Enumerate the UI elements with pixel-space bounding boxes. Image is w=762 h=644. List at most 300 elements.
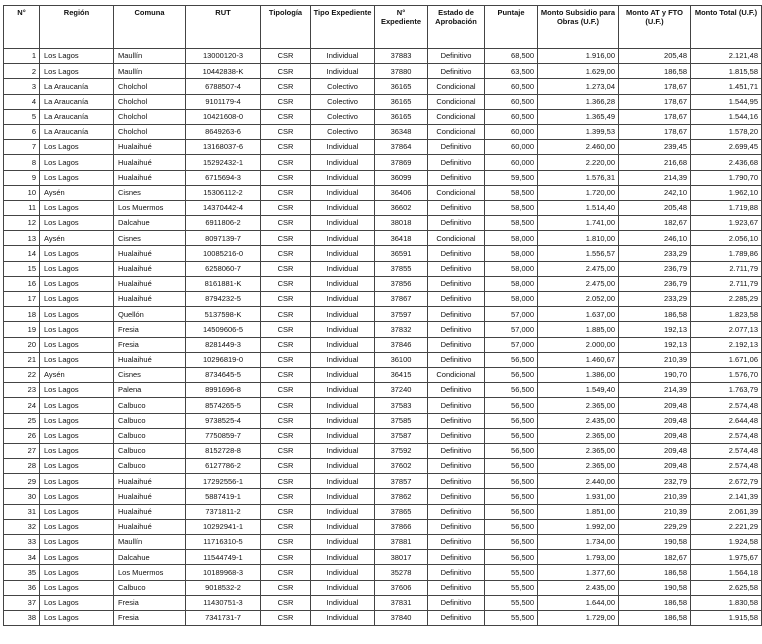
table-row <box>4 307 762 322</box>
cell-tipo-expediente: Individual <box>311 276 375 291</box>
cell-monto-subsidio: 1.514,40 <box>538 200 619 215</box>
cell-region: Los Lagos <box>40 261 114 276</box>
cell-tipo-expediente: Individual <box>311 367 375 382</box>
cell-n: 15 <box>4 261 40 276</box>
cell-region: Los Lagos <box>40 398 114 413</box>
cell-monto-at: 210,39 <box>619 504 691 519</box>
cell-monto-subsidio: 1.273,04 <box>538 79 619 94</box>
cell-region: Los Lagos <box>40 155 114 170</box>
cell-tipo-expediente: Individual <box>311 352 375 367</box>
cell-rut: 5887419-1 <box>186 489 261 504</box>
cell-n-expediente: 37592 <box>375 443 428 458</box>
cell-comuna: Hualaihué <box>114 246 186 261</box>
cell-monto-subsidio: 1.734,00 <box>538 535 619 550</box>
cell-tipologia: CSR <box>261 459 311 474</box>
cell-n: 23 <box>4 383 40 398</box>
cell-n-expediente: 37585 <box>375 413 428 428</box>
cell-comuna: Cholchol <box>114 109 186 124</box>
cell-tipologia: CSR <box>261 216 311 231</box>
cell-puntaje: 60,500 <box>485 79 538 94</box>
cell-region: Aysén <box>40 367 114 382</box>
cell-tipo-expediente: Individual <box>311 64 375 79</box>
cell-monto-subsidio: 1.793,00 <box>538 550 619 565</box>
cell-monto-total: 1.763,79 <box>691 383 762 398</box>
cell-comuna: Calbuco <box>114 459 186 474</box>
cell-tipo-expediente: Individual <box>311 322 375 337</box>
cell-estado: Definitivo <box>428 140 485 155</box>
cell-tipo-expediente: Individual <box>311 383 375 398</box>
cell-tipo-expediente: Individual <box>311 504 375 519</box>
col-header-n-expediente: N° Expediente <box>375 6 428 49</box>
table-row <box>4 398 762 413</box>
cell-rut: 15292432-1 <box>186 155 261 170</box>
cell-tipologia: CSR <box>261 610 311 625</box>
table-row <box>4 322 762 337</box>
cell-puntaje: 58,500 <box>485 185 538 200</box>
cell-estado: Definitivo <box>428 261 485 276</box>
cell-n: 12 <box>4 216 40 231</box>
cell-puntaje: 60,000 <box>485 155 538 170</box>
cell-comuna: Cholchol <box>114 94 186 109</box>
cell-region: Aysén <box>40 231 114 246</box>
cell-n: 18 <box>4 307 40 322</box>
cell-estado: Definitivo <box>428 216 485 231</box>
cell-n: 14 <box>4 246 40 261</box>
cell-comuna: Palena <box>114 383 186 398</box>
cell-region: Los Lagos <box>40 610 114 625</box>
cell-puntaje: 56,500 <box>485 367 538 382</box>
cell-puntaje: 55,500 <box>485 565 538 580</box>
cell-monto-at: 190,58 <box>619 580 691 595</box>
cell-monto-subsidio: 1.992,00 <box>538 519 619 534</box>
cell-region: Los Lagos <box>40 443 114 458</box>
cell-n: 33 <box>4 535 40 550</box>
col-header-monto-subsidio: Monto Subsidio para Obras (U.F.) <box>538 6 619 49</box>
cell-estado: Condicional <box>428 231 485 246</box>
cell-puntaje: 59,500 <box>485 170 538 185</box>
table-row <box>4 79 762 94</box>
cell-tipologia: CSR <box>261 124 311 139</box>
cell-comuna: Hualaihué <box>114 352 186 367</box>
table-row <box>4 519 762 534</box>
cell-monto-subsidio: 2.435,00 <box>538 413 619 428</box>
cell-monto-subsidio: 2.435,00 <box>538 580 619 595</box>
table-row <box>4 383 762 398</box>
cell-tipo-expediente: Individual <box>311 565 375 580</box>
cell-estado: Definitivo <box>428 49 485 64</box>
table-row <box>4 185 762 200</box>
cell-comuna: Hualaihué <box>114 519 186 534</box>
cell-region: Los Lagos <box>40 140 114 155</box>
cell-monto-at: 182,67 <box>619 550 691 565</box>
cell-region: Los Lagos <box>40 550 114 565</box>
cell-region: Los Lagos <box>40 489 114 504</box>
cell-estado: Definitivo <box>428 550 485 565</box>
cell-puntaje: 55,500 <box>485 580 538 595</box>
cell-region: La Araucanía <box>40 109 114 124</box>
cell-estado: Definitivo <box>428 292 485 307</box>
cell-monto-total: 2.711,79 <box>691 261 762 276</box>
cell-monto-total: 1.823,58 <box>691 307 762 322</box>
cell-tipo-expediente: Individual <box>311 337 375 352</box>
cell-comuna: Hualaihué <box>114 140 186 155</box>
cell-monto-at: 178,67 <box>619 79 691 94</box>
table-row <box>4 413 762 428</box>
table-row <box>4 595 762 610</box>
cell-tipologia: CSR <box>261 504 311 519</box>
cell-n-expediente: 36418 <box>375 231 428 246</box>
cell-tipologia: CSR <box>261 246 311 261</box>
cell-tipo-expediente: Individual <box>311 595 375 610</box>
cell-region: Los Lagos <box>40 580 114 595</box>
cell-monto-at: 239,45 <box>619 140 691 155</box>
cell-monto-at: 209,48 <box>619 398 691 413</box>
cell-n-expediente: 37856 <box>375 276 428 291</box>
cell-n: 10 <box>4 185 40 200</box>
cell-monto-at: 246,10 <box>619 231 691 246</box>
cell-region: Los Lagos <box>40 292 114 307</box>
cell-puntaje: 63,500 <box>485 64 538 79</box>
cell-n-expediente: 37832 <box>375 322 428 337</box>
cell-estado: Condicional <box>428 79 485 94</box>
cell-rut: 8649263-6 <box>186 124 261 139</box>
cell-monto-subsidio: 1.644,00 <box>538 595 619 610</box>
cell-monto-at: 205,48 <box>619 200 691 215</box>
cell-rut: 15306112-2 <box>186 185 261 200</box>
cell-n-expediente: 36100 <box>375 352 428 367</box>
cell-tipologia: CSR <box>261 428 311 443</box>
cell-region: Los Lagos <box>40 565 114 580</box>
table-header-row <box>4 6 762 49</box>
cell-n-expediente: 37597 <box>375 307 428 322</box>
cell-n-expediente: 37866 <box>375 519 428 534</box>
cell-puntaje: 60,000 <box>485 124 538 139</box>
cell-monto-subsidio: 2.365,00 <box>538 459 619 474</box>
cell-puntaje: 58,500 <box>485 200 538 215</box>
cell-tipologia: CSR <box>261 64 311 79</box>
cell-estado: Definitivo <box>428 383 485 398</box>
cell-tipo-expediente: Individual <box>311 474 375 489</box>
cell-monto-total: 2.077,13 <box>691 322 762 337</box>
cell-monto-total: 1.924,58 <box>691 535 762 550</box>
cell-monto-total: 2.121,48 <box>691 49 762 64</box>
cell-estado: Definitivo <box>428 535 485 550</box>
col-header-tipo-expediente: Tipo Expediente <box>311 6 375 49</box>
cell-monto-subsidio: 2.365,00 <box>538 398 619 413</box>
cell-comuna: Hualaihué <box>114 474 186 489</box>
cell-tipologia: CSR <box>261 413 311 428</box>
cell-n: 27 <box>4 443 40 458</box>
cell-comuna: Cisnes <box>114 231 186 246</box>
cell-monto-subsidio: 2.365,00 <box>538 428 619 443</box>
col-header-comuna: Comuna <box>114 6 186 49</box>
table-row <box>4 489 762 504</box>
table-row <box>4 155 762 170</box>
table-row <box>4 170 762 185</box>
col-header-n: N° <box>4 6 40 49</box>
cell-n: 5 <box>4 109 40 124</box>
cell-n-expediente: 37587 <box>375 428 428 443</box>
cell-rut: 8161881-K <box>186 276 261 291</box>
cell-monto-subsidio: 1.729,00 <box>538 610 619 625</box>
cell-tipologia: CSR <box>261 185 311 200</box>
cell-region: Los Lagos <box>40 322 114 337</box>
cell-rut: 7750859-7 <box>186 428 261 443</box>
cell-comuna: Hualaihué <box>114 276 186 291</box>
cell-monto-total: 1.451,71 <box>691 79 762 94</box>
cell-estado: Definitivo <box>428 170 485 185</box>
cell-n-expediente: 37881 <box>375 535 428 550</box>
cell-puntaje: 55,500 <box>485 595 538 610</box>
cell-region: Los Lagos <box>40 64 114 79</box>
cell-estado: Definitivo <box>428 459 485 474</box>
cell-rut: 10421608-0 <box>186 109 261 124</box>
cell-monto-at: 229,29 <box>619 519 691 534</box>
cell-tipo-expediente: Individual <box>311 428 375 443</box>
cell-n-expediente: 36165 <box>375 94 428 109</box>
cell-tipo-expediente: Individual <box>311 489 375 504</box>
cell-monto-total: 2.574,48 <box>691 459 762 474</box>
cell-tipo-expediente: Individual <box>311 261 375 276</box>
cell-monto-total: 1.975,67 <box>691 550 762 565</box>
cell-region: Los Lagos <box>40 519 114 534</box>
cell-puntaje: 58,000 <box>485 261 538 276</box>
cell-n: 22 <box>4 367 40 382</box>
cell-tipologia: CSR <box>261 489 311 504</box>
cell-rut: 9101179-4 <box>186 94 261 109</box>
cell-tipologia: CSR <box>261 276 311 291</box>
cell-rut: 10296819-0 <box>186 352 261 367</box>
cell-tipo-expediente: Individual <box>311 246 375 261</box>
cell-n: 19 <box>4 322 40 337</box>
table-row <box>4 49 762 64</box>
cell-region: Los Lagos <box>40 383 114 398</box>
table-row <box>4 352 762 367</box>
col-header-monto-total: Monto Total (U.F.) <box>691 6 762 49</box>
cell-n-expediente: 37840 <box>375 610 428 625</box>
cell-n: 17 <box>4 292 40 307</box>
cell-monto-total: 1.576,70 <box>691 367 762 382</box>
table-row <box>4 367 762 382</box>
cell-rut: 14370442-4 <box>186 200 261 215</box>
cell-puntaje: 56,500 <box>485 550 538 565</box>
cell-estado: Definitivo <box>428 504 485 519</box>
cell-rut: 10189968-3 <box>186 565 261 580</box>
cell-monto-at: 178,67 <box>619 94 691 109</box>
cell-n-expediente: 37869 <box>375 155 428 170</box>
cell-puntaje: 57,000 <box>485 337 538 352</box>
cell-monto-total: 1.578,20 <box>691 124 762 139</box>
cell-tipologia: CSR <box>261 200 311 215</box>
cell-monto-subsidio: 1.629,00 <box>538 64 619 79</box>
cell-comuna: Fresia <box>114 322 186 337</box>
cell-region: Los Lagos <box>40 200 114 215</box>
cell-comuna: Fresia <box>114 595 186 610</box>
cell-rut: 13168037-6 <box>186 140 261 155</box>
cell-monto-subsidio: 1.460,67 <box>538 352 619 367</box>
cell-puntaje: 68,500 <box>485 49 538 64</box>
cell-puntaje: 56,500 <box>485 398 538 413</box>
cell-monto-subsidio: 1.377,60 <box>538 565 619 580</box>
table-row <box>4 94 762 109</box>
cell-tipo-expediente: Colectivo <box>311 79 375 94</box>
cell-monto-at: 186,58 <box>619 307 691 322</box>
cell-region: La Araucanía <box>40 94 114 109</box>
cell-n-expediente: 36415 <box>375 367 428 382</box>
cell-puntaje: 60,500 <box>485 109 538 124</box>
cell-puntaje: 56,500 <box>485 443 538 458</box>
col-header-estado: Estado de Aprobación <box>428 6 485 49</box>
cell-monto-total: 1.789,86 <box>691 246 762 261</box>
cell-n-expediente: 36602 <box>375 200 428 215</box>
cell-n: 13 <box>4 231 40 246</box>
cell-monto-total: 2.192,13 <box>691 337 762 352</box>
cell-comuna: Dalcahue <box>114 550 186 565</box>
cell-monto-subsidio: 1.885,00 <box>538 322 619 337</box>
cell-monto-total: 1.544,16 <box>691 109 762 124</box>
table-row <box>4 565 762 580</box>
cell-monto-at: 205,48 <box>619 49 691 64</box>
cell-monto-subsidio: 2.460,00 <box>538 140 619 155</box>
cell-rut: 5137598-K <box>186 307 261 322</box>
cell-tipologia: CSR <box>261 155 311 170</box>
cell-comuna: Cisnes <box>114 367 186 382</box>
cell-rut: 13000120-3 <box>186 49 261 64</box>
cell-n-expediente: 37867 <box>375 292 428 307</box>
cell-estado: Condicional <box>428 124 485 139</box>
cell-rut: 6788507-4 <box>186 79 261 94</box>
cell-puntaje: 56,500 <box>485 489 538 504</box>
cell-comuna: Hualaihué <box>114 170 186 185</box>
cell-puntaje: 56,500 <box>485 519 538 534</box>
cell-estado: Definitivo <box>428 155 485 170</box>
cell-tipo-expediente: Individual <box>311 307 375 322</box>
cell-tipo-expediente: Individual <box>311 185 375 200</box>
cell-tipo-expediente: Individual <box>311 170 375 185</box>
cell-n-expediente: 36406 <box>375 185 428 200</box>
cell-monto-subsidio: 2.220,00 <box>538 155 619 170</box>
cell-comuna: Cholchol <box>114 124 186 139</box>
cell-n-expediente: 37865 <box>375 504 428 519</box>
cell-comuna: Hualaihué <box>114 292 186 307</box>
cell-estado: Definitivo <box>428 322 485 337</box>
cell-tipologia: CSR <box>261 367 311 382</box>
cell-comuna: Calbuco <box>114 580 186 595</box>
cell-puntaje: 60,500 <box>485 94 538 109</box>
cell-tipologia: CSR <box>261 535 311 550</box>
table-row <box>4 231 762 246</box>
cell-comuna: Calbuco <box>114 398 186 413</box>
cell-n-expediente: 37602 <box>375 459 428 474</box>
table-row <box>4 64 762 79</box>
cell-monto-at: 232,79 <box>619 474 691 489</box>
cell-monto-at: 186,58 <box>619 565 691 580</box>
col-header-monto-at: Monto AT y FTO (U.F.) <box>619 6 691 49</box>
cell-n: 8 <box>4 155 40 170</box>
cell-tipo-expediente: Individual <box>311 49 375 64</box>
cell-monto-total: 2.672,79 <box>691 474 762 489</box>
cell-tipologia: CSR <box>261 565 311 580</box>
cell-rut: 8097139-7 <box>186 231 261 246</box>
cell-monto-total: 1.790,70 <box>691 170 762 185</box>
cell-monto-total: 2.141,39 <box>691 489 762 504</box>
cell-monto-subsidio: 1.916,00 <box>538 49 619 64</box>
cell-n: 20 <box>4 337 40 352</box>
cell-n-expediente: 36348 <box>375 124 428 139</box>
cell-monto-total: 1.923,67 <box>691 216 762 231</box>
cell-n: 26 <box>4 428 40 443</box>
cell-tipo-expediente: Individual <box>311 610 375 625</box>
cell-monto-total: 2.221,29 <box>691 519 762 534</box>
cell-region: La Araucanía <box>40 124 114 139</box>
cell-puntaje: 56,500 <box>485 428 538 443</box>
cell-n-expediente: 37855 <box>375 261 428 276</box>
cell-tipologia: CSR <box>261 519 311 534</box>
cell-comuna: Hualaihué <box>114 504 186 519</box>
col-header-rut: RUT <box>186 6 261 49</box>
cell-monto-total: 1.564,18 <box>691 565 762 580</box>
cell-tipo-expediente: Individual <box>311 443 375 458</box>
cell-monto-at: 214,39 <box>619 383 691 398</box>
cell-region: Los Lagos <box>40 276 114 291</box>
table-container <box>3 5 758 626</box>
cell-n: 6 <box>4 124 40 139</box>
cell-rut: 11544749-1 <box>186 550 261 565</box>
cell-puntaje: 56,500 <box>485 535 538 550</box>
cell-puntaje: 56,500 <box>485 459 538 474</box>
cell-estado: Definitivo <box>428 489 485 504</box>
cell-monto-subsidio: 1.549,40 <box>538 383 619 398</box>
cell-n-expediente: 37857 <box>375 474 428 489</box>
cell-monto-total: 2.436,68 <box>691 155 762 170</box>
cell-comuna: Hualaihué <box>114 261 186 276</box>
cell-puntaje: 58,500 <box>485 216 538 231</box>
cell-n: 11 <box>4 200 40 215</box>
cell-comuna: Maullín <box>114 49 186 64</box>
cell-tipologia: CSR <box>261 337 311 352</box>
cell-region: Los Lagos <box>40 216 114 231</box>
cell-tipo-expediente: Individual <box>311 413 375 428</box>
cell-monto-at: 236,79 <box>619 261 691 276</box>
cell-n: 3 <box>4 79 40 94</box>
cell-comuna: Cisnes <box>114 185 186 200</box>
cell-n: 16 <box>4 276 40 291</box>
col-header-tipologia: Tipología <box>261 6 311 49</box>
cell-monto-total: 2.061,39 <box>691 504 762 519</box>
cell-monto-subsidio: 2.000,00 <box>538 337 619 352</box>
table-row <box>4 276 762 291</box>
cell-monto-subsidio: 2.052,00 <box>538 292 619 307</box>
cell-region: Los Lagos <box>40 49 114 64</box>
cell-rut: 14509606-5 <box>186 322 261 337</box>
cell-monto-subsidio: 1.720,00 <box>538 185 619 200</box>
cell-estado: Definitivo <box>428 276 485 291</box>
cell-monto-total: 1.719,88 <box>691 200 762 215</box>
cell-n: 34 <box>4 550 40 565</box>
cell-monto-subsidio: 2.365,00 <box>538 443 619 458</box>
cell-n: 29 <box>4 474 40 489</box>
cell-region: Los Lagos <box>40 595 114 610</box>
table-row <box>4 550 762 565</box>
cell-rut: 8152728-8 <box>186 443 261 458</box>
cell-tipo-expediente: Individual <box>311 155 375 170</box>
cell-monto-at: 192,13 <box>619 337 691 352</box>
cell-n-expediente: 37606 <box>375 580 428 595</box>
cell-puntaje: 58,000 <box>485 246 538 261</box>
cell-monto-subsidio: 1.399,53 <box>538 124 619 139</box>
cell-rut: 10292941-1 <box>186 519 261 534</box>
cell-puntaje: 57,000 <box>485 322 538 337</box>
